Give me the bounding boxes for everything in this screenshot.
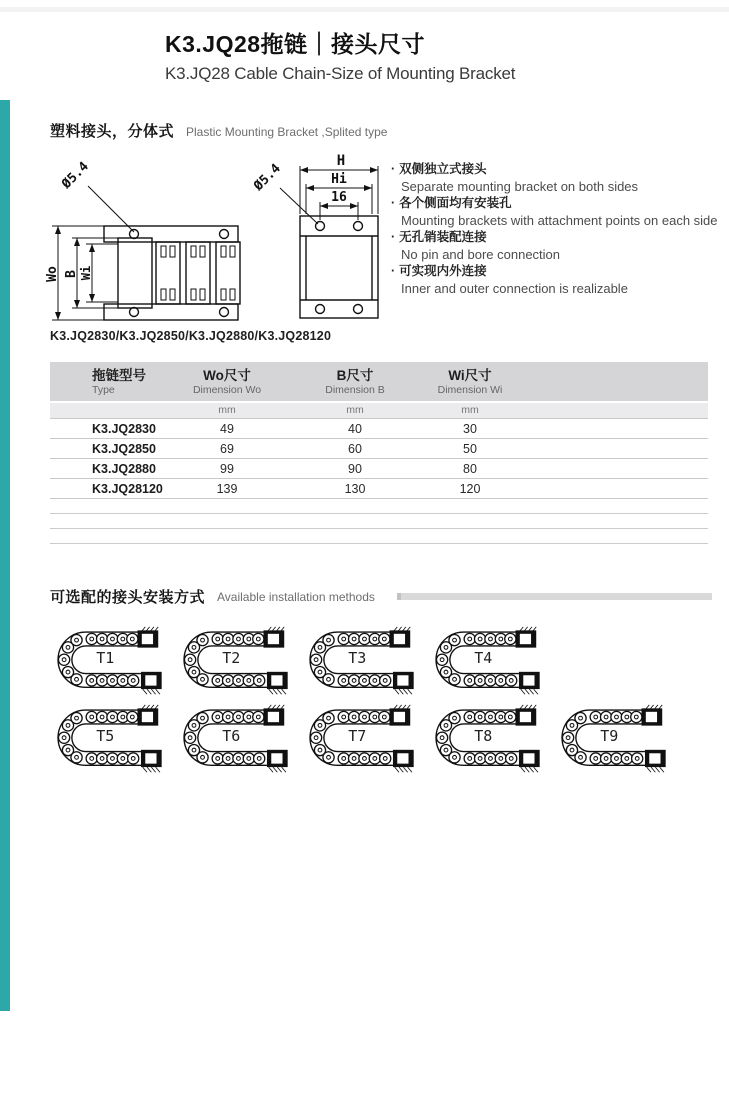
feature-en: Inner and outer connection is realizable [401, 281, 628, 296]
feature-en: Mounting brackets with attachment points on each side [401, 213, 718, 228]
installation-diagram-t4 [424, 620, 550, 696]
page-title: K3.JQ28拖链｜接头尺寸 [165, 31, 426, 57]
dim-label-hole-front-view: Ø5.4 [254, 161, 284, 194]
section2-heading-zh: 可选配的接头安装方式 [50, 589, 206, 606]
bracket-front-view-drawing [254, 150, 390, 335]
installation-diagram-t3 [298, 620, 424, 696]
cell-wi: 80 [426, 459, 514, 479]
section2-heading-en: Available installation methods [217, 589, 375, 604]
installation-diagram-t7 [298, 698, 424, 774]
dim-label-hi: Hi [331, 172, 347, 187]
installation-type-label: T5 [96, 727, 115, 745]
cell-b: 130 [284, 479, 426, 499]
feature-list [391, 161, 729, 297]
installation-type-label: T7 [348, 727, 367, 745]
dim-label-wi: Wi [79, 265, 93, 281]
cell-model: K3.JQ2850 [50, 439, 170, 459]
cell-wo: 139 [170, 479, 284, 499]
section2-heading [50, 586, 712, 607]
cell-wo: 49 [170, 419, 284, 439]
section1-heading-zh: 塑料接头，分体式 [50, 123, 175, 140]
cell-wi: 30 [426, 419, 514, 439]
unit-mm: mm [170, 402, 284, 419]
cell-wi: 50 [426, 439, 514, 459]
dim-label-h: H [336, 153, 346, 169]
dim-label-16: 16 [331, 190, 347, 205]
installation-diagram-t5 [46, 698, 172, 774]
feature-item [391, 195, 729, 229]
bullet-icon: · [391, 162, 396, 176]
cell-wo: 69 [170, 439, 284, 459]
table-empty-row [50, 514, 708, 529]
section2-heading-bar [397, 593, 712, 600]
page-subtitle: K3.JQ28 Cable Chain-Size of Mounting Bracket [165, 64, 516, 83]
table-row [50, 479, 708, 499]
front-view-svg [254, 150, 390, 330]
table-row [50, 439, 708, 459]
dim-label-hole-top-view: Ø5.4 [59, 159, 92, 192]
cell-model: K3.JQ2880 [50, 459, 170, 479]
feature-en: Separate mounting bracket on both sides [401, 179, 639, 194]
bracket-top-view-drawing [44, 156, 248, 335]
table-row [50, 419, 708, 439]
dim-label-wo: Wo [45, 266, 60, 282]
model-list-caption: K3.JQ2830/K3.JQ2850/K3.JQ2880/K3.JQ28120 [50, 329, 332, 343]
col-header-wi: Wi尺寸 Dimension Wi [426, 362, 514, 402]
installation-diagram-t2 [172, 620, 298, 696]
installation-diagram-t1 [46, 620, 172, 696]
installation-methods [46, 620, 706, 774]
col-header-spacer [514, 362, 708, 402]
installation-diagram-t8 [424, 698, 550, 774]
cell-wo: 99 [170, 459, 284, 479]
bullet-icon: · [391, 230, 396, 244]
table-header-row [50, 362, 708, 402]
table-unit-row [50, 402, 708, 419]
cell-b: 40 [284, 419, 426, 439]
feature-item [391, 161, 729, 195]
installation-diagram-t9 [550, 698, 676, 774]
installation-type-label: T6 [222, 727, 241, 745]
installation-row-1 [46, 620, 706, 696]
installation-type-label: T9 [600, 727, 619, 745]
col-header-wo: Wo尺寸 Dimension Wo [170, 362, 284, 402]
feature-en: No pin and bore connection [401, 247, 561, 262]
table-row [50, 459, 708, 479]
cell-model: K3.JQ28120 [50, 479, 170, 499]
feature-zh: 双侧独立式接头 [399, 162, 487, 176]
feature-item [391, 229, 729, 263]
top-view-svg [44, 156, 248, 330]
installation-diagram-t6 [172, 698, 298, 774]
dimension-table [50, 362, 708, 544]
feature-zh: 可实现内外连接 [399, 264, 487, 278]
table-empty-row [50, 499, 708, 514]
cell-model: K3.JQ2830 [50, 419, 170, 439]
col-header-type: 拖链型号 Type [50, 362, 170, 402]
table-empty-row [50, 529, 708, 544]
cell-wi: 120 [426, 479, 514, 499]
page-top-streak [0, 7, 729, 12]
installation-type-label: T1 [96, 649, 115, 667]
unit-mm: mm [284, 402, 426, 419]
feature-item [391, 263, 729, 297]
bullet-icon: · [391, 196, 396, 210]
section1-heading-en: Plastic Mounting Bracket ,Splited type [186, 125, 388, 139]
col-header-b: B尺寸 Dimension B [284, 362, 426, 402]
cell-b: 90 [284, 459, 426, 479]
bullet-icon: · [391, 264, 396, 278]
dim-label-b: B [64, 270, 79, 278]
installation-row-2 [46, 698, 706, 774]
section1-heading [50, 120, 387, 141]
feature-zh: 无孔销装配连接 [399, 230, 487, 244]
cell-b: 60 [284, 439, 426, 459]
feature-zh: 各个侧面均有安装孔 [399, 196, 512, 210]
accent-side-bar [0, 100, 10, 1011]
page-header [165, 26, 515, 84]
installation-type-label: T8 [474, 727, 493, 745]
unit-mm: mm [426, 402, 514, 419]
installation-type-label: T3 [348, 649, 367, 667]
installation-type-label: T2 [222, 649, 241, 667]
installation-type-label: T4 [474, 649, 493, 667]
